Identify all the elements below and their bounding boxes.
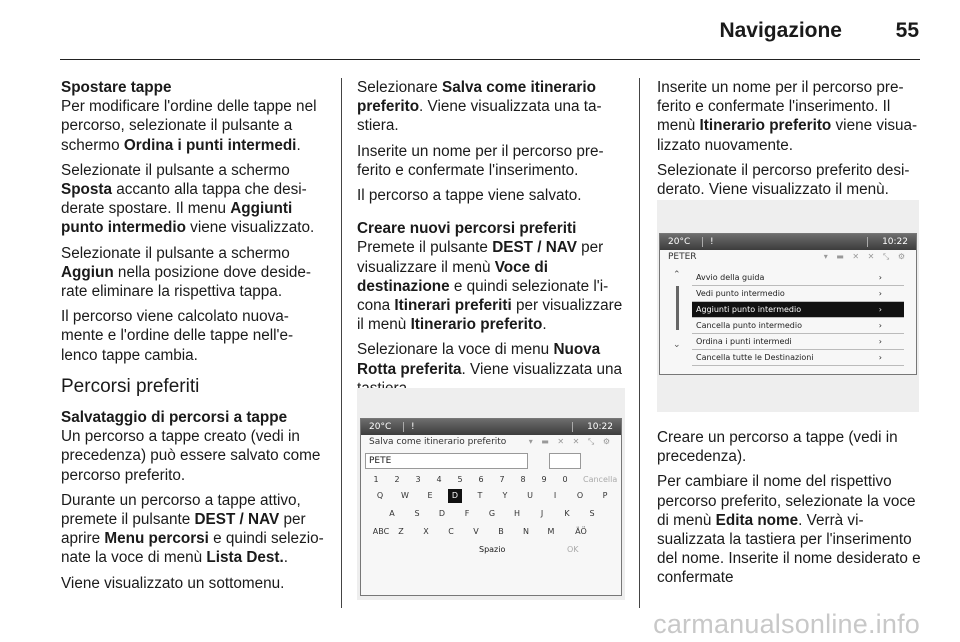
key-0[interactable]: 0 [562,475,568,484]
paragraph: Il percorso viene calcolato nuova- mente e l'ordine delle tappe nell'e- lenco tappe cambia. [61,308,294,364]
key-e[interactable]: E [427,491,433,500]
key-s[interactable]: S [414,509,420,518]
section-heading: Percorsi preferiti [61,375,200,397]
key-s[interactable]: S [589,509,595,518]
key-äö[interactable]: ÄÖ [575,527,587,536]
menu-item[interactable]: Avvio della guida › [692,270,904,286]
paragraph: Creare un percorso a tappe (vedi in precedenza). [657,429,898,466]
clock: 10:22 [882,237,908,247]
keyboard-figure [357,388,625,600]
page-header [0,0,960,62]
key-t[interactable]: T [477,491,483,500]
key-5[interactable]: 5 [457,475,463,484]
key-1[interactable]: 1 [373,475,379,484]
name-input[interactable]: PETE [365,453,528,469]
key-7[interactable]: 7 [499,475,505,484]
space-key[interactable]: Spazio [479,545,506,554]
subheading-spostare: Spostare tappe [61,79,172,96]
key-9[interactable]: 9 [541,475,547,484]
column-3 [657,78,927,205]
key-3[interactable]: 3 [415,475,421,484]
menu-item[interactable]: Aggiunti punto intermedio › [692,302,904,318]
menu-figure [657,200,919,412]
paragraph: Inserite un nome per il percorso pre- ferito e confermate l'inserimento. [357,142,604,179]
column-divider [341,78,342,608]
subheading-salvataggio: Salvataggio di percorsi a tappe [61,409,288,427]
key-abc[interactable]: ABC [372,527,390,536]
key-z[interactable]: Z [398,527,404,536]
paragraph: Selezionate il pulsante a schermo Aggiun nella posizione dove deside- rate eliminare la rispettiva tappa. [61,244,311,301]
chapter-title: Navigazione [719,19,842,42]
paragraph: Per cambiare il nome del rispettivo percorso preferito, selezionate la voce di menù Edita nome. Verrà vi- sualizzata la tastiera per l'inserimento del nome. Inserite il nome desiderato e confermate [657,473,921,587]
paragraph: Viene visualizzato un sottomenu. [61,574,285,592]
temperature: 20°C [668,237,691,247]
key-v[interactable]: V [473,527,479,536]
key-d[interactable]: D [448,489,462,503]
key-c[interactable]: C [448,527,454,536]
paragraph: Selezionare Salva come itinerario preferito. Viene visualizzata una ta- stiera. [357,79,602,135]
column-2 [357,78,625,404]
key-j[interactable]: J [540,509,544,518]
chevron-right-icon: › [878,321,882,330]
key-b[interactable]: B [498,527,504,536]
paragraph: Inserite un nome per il percorso pre- ferito e confermate l'inserimento. Il menù Itinerario preferito viene visua- lizzato nuovamente. [657,79,918,154]
key-6[interactable]: 6 [478,475,484,484]
scroll-up-icon[interactable]: ⌃ [673,270,681,280]
chevron-right-icon: › [878,337,882,346]
paragraph: Premete il pulsante DEST / NAV per visualizzare il menù Voce di destinazione e quindi selezionate l'i- cona Itinerari preferiti per visualizzare il menù Itinerario preferito. [357,239,623,334]
paragraph: Un percorso a tappe creato (vedi in precedenza) può essere salvato come percorso preferito. [61,428,321,484]
key-g[interactable]: G [488,509,496,518]
info-icon: ! [411,422,415,432]
key-p[interactable]: P [602,491,608,500]
key-x[interactable]: X [423,527,429,536]
menu-item[interactable]: Vedi punto intermedio › [692,286,904,302]
chevron-right-icon: › [878,353,882,362]
menu-list [692,270,904,366]
paragraph: Il percorso a tappe viene salvato. [357,187,582,205]
column-1 [61,78,326,599]
paragraph: Per modificare l'ordine delle tappe nel percorso, selezionate il pulsante a schermo Ordina i punti intermedi. [61,98,317,154]
screen-title: Salva come itinerario preferito ▾ ▬ ✕ ✕ ⤡ ⚙ [369,437,613,447]
menu-item[interactable]: Cancella tutte le Destinazioni › [692,350,904,366]
key-i[interactable]: I [553,491,557,500]
paragraph: Selezionare la voce di menu Nuova Rotta preferita. Viene visualizzata una [357,341,622,378]
status-bar [361,419,621,435]
status-icons: ▾ ▬ ✕ ✕ ⤡ ⚙ [528,437,613,446]
key-y[interactable]: Y [502,491,508,500]
menu-item[interactable]: Cancella punto intermedio › [692,318,904,334]
key-4[interactable]: 4 [436,475,442,484]
input-secondary[interactable] [549,453,581,469]
screen-title: PETER ▾ ▬ ✕ ✕ ⤡ ⚙ [668,252,908,262]
column-divider [639,78,640,608]
key-o[interactable]: O [576,491,584,500]
key-k[interactable]: K [564,509,570,518]
keyboard-screen [360,418,622,596]
keyboard-row [361,525,622,543]
key-m[interactable]: M [547,527,555,536]
key-d[interactable]: D [438,509,446,518]
paragraph: Durante un percorso a tappe attivo, premete il pulsante DEST / NAV per aprire Menu percorsi e quindi selezio- nate la voce di menù Lista Dest.. [61,491,324,567]
key-a[interactable]: A [389,509,395,518]
key-2[interactable]: 2 [394,475,400,484]
status-bar [660,234,916,250]
key-8[interactable]: 8 [520,475,526,484]
page-number: 55 [895,19,919,42]
key-w[interactable]: W [401,491,409,500]
chevron-right-icon: › [878,305,882,314]
cancel-key[interactable]: Cancella [583,475,618,484]
key-n[interactable]: N [523,527,529,536]
paragraph: Selezionate il percorso preferito desi- derato. Viene visualizzato il menù. [657,161,910,199]
clock: 10:22 [587,422,613,432]
scrollbar[interactable] [676,286,679,330]
menu-screen [659,233,917,375]
menu-item[interactable]: Ordina i punti intermedi › [692,334,904,350]
keyboard-row [361,489,622,507]
column-3-lower [657,428,927,594]
chevron-right-icon: › [878,289,882,298]
key-f[interactable]: F [464,509,470,518]
key-h[interactable]: H [513,509,520,518]
scroll-down-icon[interactable]: ⌄ [673,340,681,350]
chevron-right-icon: › [878,273,882,282]
key-q[interactable]: Q [376,491,384,500]
ok-key[interactable]: OK [567,545,579,554]
info-icon: ! [710,237,714,247]
key-u[interactable]: U [527,491,533,500]
keyboard-row [361,507,622,525]
status-icons: ▾ ▬ ✕ ✕ ⤡ ⚙ [823,252,908,261]
subheading-creare: Creare nuovi percorsi preferiti [357,220,577,238]
paragraph: Selezionate il pulsante a schermo Sposta accanto alla tappa che desi- derate spostare. Il menu Aggiunti punto intermedio viene visualizzato. [61,161,315,237]
watermark: carmanualsonline.info [653,609,920,639]
temperature: 20°C [369,422,392,432]
header-rule [60,59,920,60]
